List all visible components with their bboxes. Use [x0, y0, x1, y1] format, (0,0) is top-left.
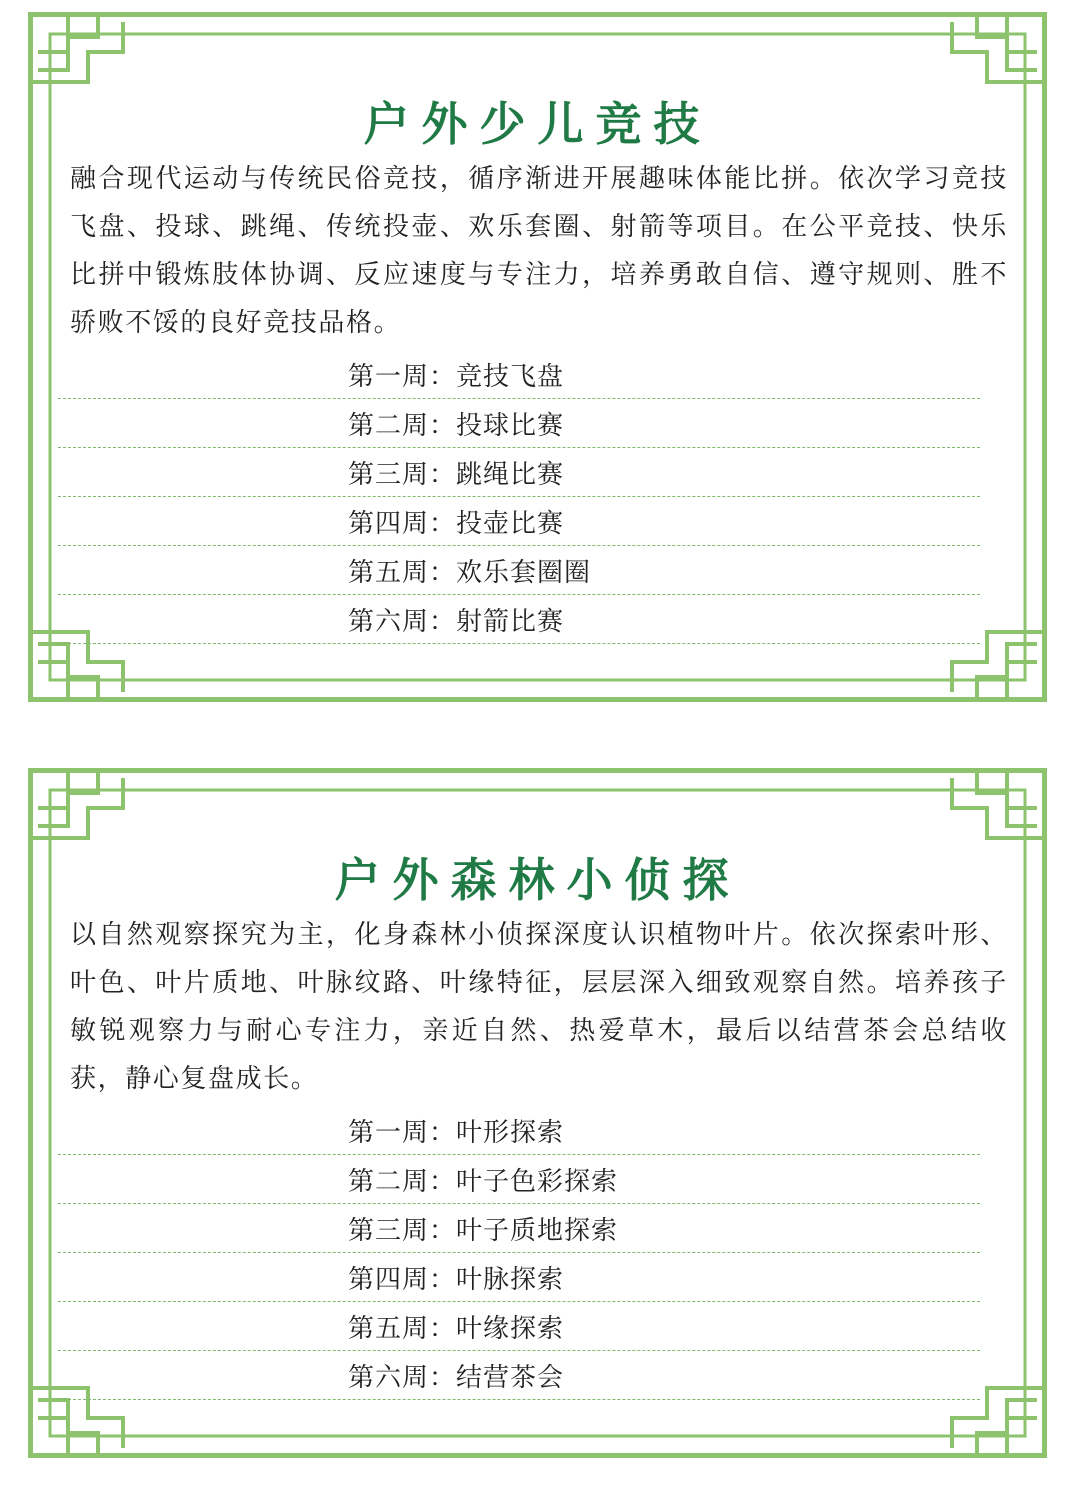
week-label: 第五周：叶缘探索	[348, 1314, 565, 1344]
week-label: 第三周：叶子质地探索	[348, 1216, 619, 1246]
week-row	[58, 595, 980, 644]
week-row	[58, 1351, 980, 1400]
week-row	[58, 1106, 980, 1155]
week-row	[58, 399, 980, 448]
card-description: 以自然观察探究为主，化身森林小侦探深度认识植物叶片。依次探索叶形、叶色、叶片质地、叶脉纹路、叶缘特征，层层深入细致观察自然。培养孩子敏锐观察力与耐心专注力，亲近自然、热爱草木，最后以结营茶会总结收获，静心复盘成长。	[70, 920, 1008, 1094]
week-row	[58, 1302, 980, 1351]
week-row	[58, 546, 980, 595]
course-card-sports	[28, 12, 1047, 702]
week-label: 第一周：竞技飞盘	[348, 362, 565, 392]
week-label: 第二周：投球比赛	[348, 411, 565, 441]
week-label: 第六周：射箭比赛	[348, 607, 565, 637]
week-label: 第一周：叶形探索	[348, 1118, 565, 1148]
card-title: 户外森林小侦探	[334, 853, 741, 908]
week-row	[58, 497, 980, 546]
week-row	[58, 1204, 980, 1253]
week-row	[58, 1253, 980, 1302]
week-row	[58, 1155, 980, 1204]
week-label: 第四周：投壶比赛	[348, 509, 565, 539]
course-card-forest	[28, 768, 1047, 1458]
card-title: 户外少儿竞技	[363, 97, 712, 152]
week-label: 第四周：叶脉探索	[348, 1265, 565, 1295]
week-label: 第三周：跳绳比赛	[348, 460, 565, 490]
week-label: 第六周：结营茶会	[348, 1363, 565, 1393]
week-schedule	[58, 350, 980, 644]
week-row	[58, 350, 980, 399]
week-schedule	[58, 1106, 980, 1400]
card-description: 融合现代运动与传统民俗竞技，循序渐进开展趣味体能比拼。依次学习竞技飞盘、投球、跳绳、传统投壶、欢乐套圈、射箭等项目。在公平竞技、快乐比拼中锻炼肢体协调、反应速度与专注力，培养勇敢自信、遵守规则、胜不骄败不馁的良好竞技品格。	[70, 164, 1008, 338]
week-label: 第二周：叶子色彩探索	[348, 1167, 619, 1197]
week-label: 第五周：欢乐套圈圈	[348, 558, 592, 588]
week-row	[58, 448, 980, 497]
